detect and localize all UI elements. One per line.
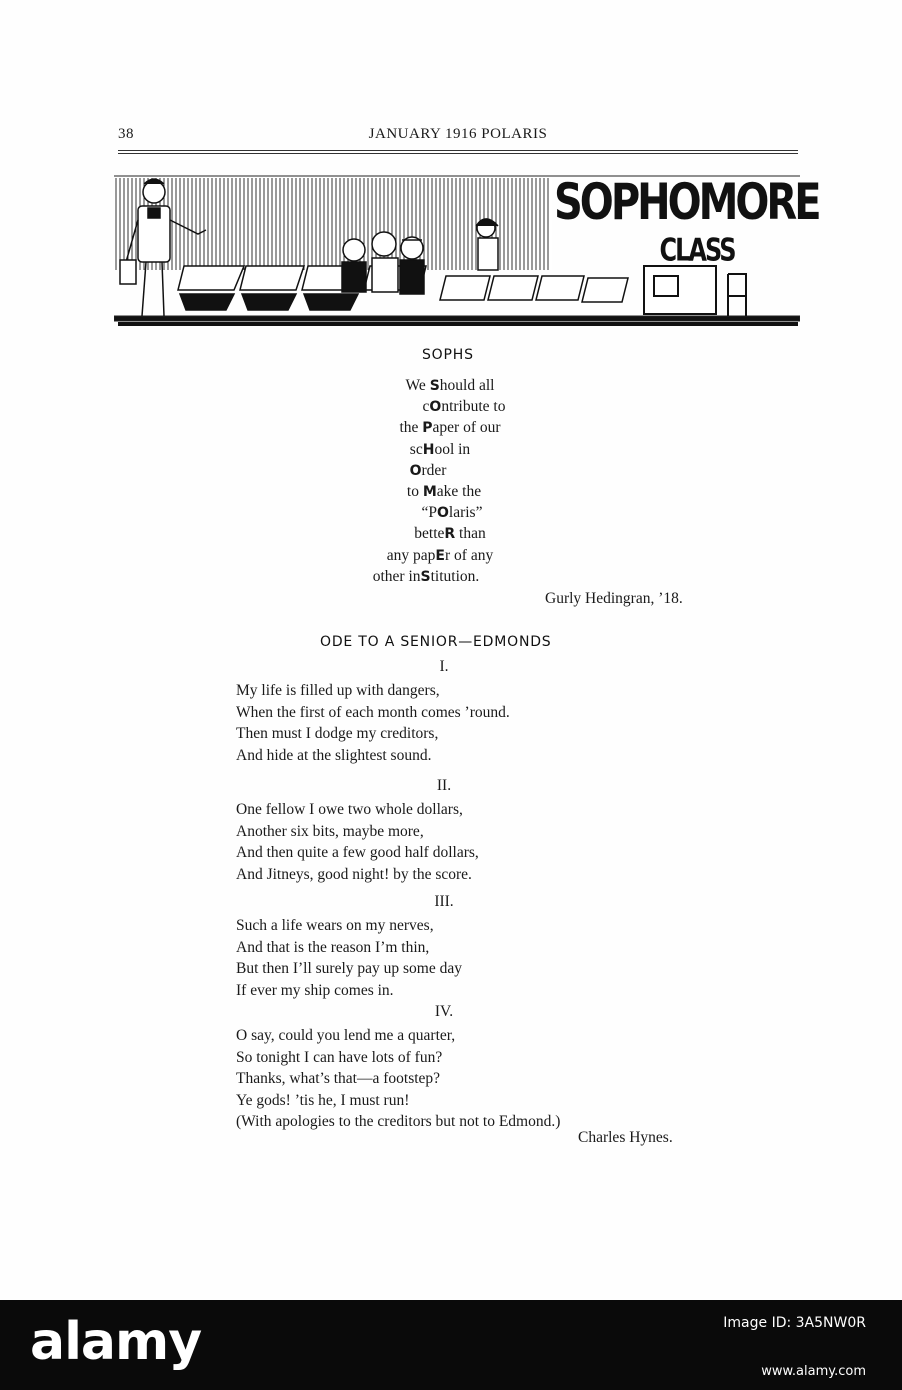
acrostic-line: betteR than — [414, 525, 486, 543]
verse-line: O say, could you lend me a quarter, — [236, 1027, 456, 1044]
header-rule — [118, 150, 798, 151]
sophs-title: SOPHS — [422, 347, 474, 363]
acrostic-line: the Paper of our — [399, 419, 501, 437]
verse-line: And hide at the slightest sound. — [236, 746, 432, 764]
stanza-numeral: II. — [436, 777, 452, 794]
verse-line: But then I’ll surely pay up some day — [236, 960, 462, 977]
alamy-logo: alamy — [30, 1312, 202, 1372]
image-id-label: Image ID: 3A5NW0R — [723, 1315, 866, 1331]
running-title: JANUARY 1916 POLARIS — [368, 126, 548, 142]
verse-line: If ever my ship comes in. — [236, 981, 394, 999]
acrostic-line: Order — [409, 461, 447, 479]
verse-line: Another six bits, maybe more, — [236, 822, 424, 840]
banner-title-sophomore: SOPHOMORE — [554, 174, 819, 232]
banner-bottom-rule — [118, 322, 798, 326]
verse-line: Such a life wears on my nerves, — [236, 917, 434, 934]
page-header — [118, 126, 798, 148]
verse-line: And then quite a few good half dollars, — [236, 844, 479, 861]
acrostic-line: cOntribute to — [422, 398, 506, 416]
sophs-author: Gurly Hedingran, ’18. — [545, 590, 683, 607]
verse-line: So tonight I can have lots of fun? — [236, 1048, 443, 1066]
acrostic-line: “POlaris” — [421, 504, 483, 522]
header-rule-2 — [118, 153, 798, 154]
ode-title: ODE TO A SENIOR—EDMONDS — [320, 634, 552, 650]
verse-line: One fellow I owe two whole dollars, — [236, 801, 463, 818]
verse-line: And Jitneys, good night! by the score. — [236, 865, 472, 883]
acrostic-line: to Make the — [406, 483, 482, 500]
acrostic-line: scHool in — [409, 440, 471, 458]
verse-line: Ye gods! ’tis he, I must run! — [236, 1091, 410, 1109]
stanza-numeral: III. — [434, 893, 454, 910]
acrostic-line: We Should all — [405, 377, 495, 394]
acrostic-line: other inStitution. — [372, 567, 480, 585]
verse-line: And that is the reason I’m thin, — [236, 938, 430, 956]
teacher-desk — [644, 266, 746, 316]
verse-line: My life is filled up with dangers, — [236, 682, 440, 699]
banner-title-class: CLASS — [659, 232, 735, 269]
stanza-numeral: I. — [439, 658, 449, 675]
sophomore-class-banner — [114, 170, 819, 326]
watermark-bar — [0, 1300, 902, 1390]
verse-line: When the first of each month comes ’round. — [236, 703, 510, 721]
verse-line: Thanks, what’s that—a footstep? — [236, 1070, 441, 1087]
page-number: 38 — [118, 126, 134, 142]
stanza-numeral: IV. — [434, 1003, 454, 1020]
ode-author: Charles Hynes. — [578, 1129, 673, 1146]
acrostic-line: any papEr of any — [386, 546, 494, 564]
alamy-url: www.alamy.com — [761, 1364, 866, 1379]
verse-line: Then must I dodge my creditors, — [236, 725, 439, 742]
verse-line: (With apologies to the creditors but not to Edmond.) — [236, 1113, 561, 1130]
